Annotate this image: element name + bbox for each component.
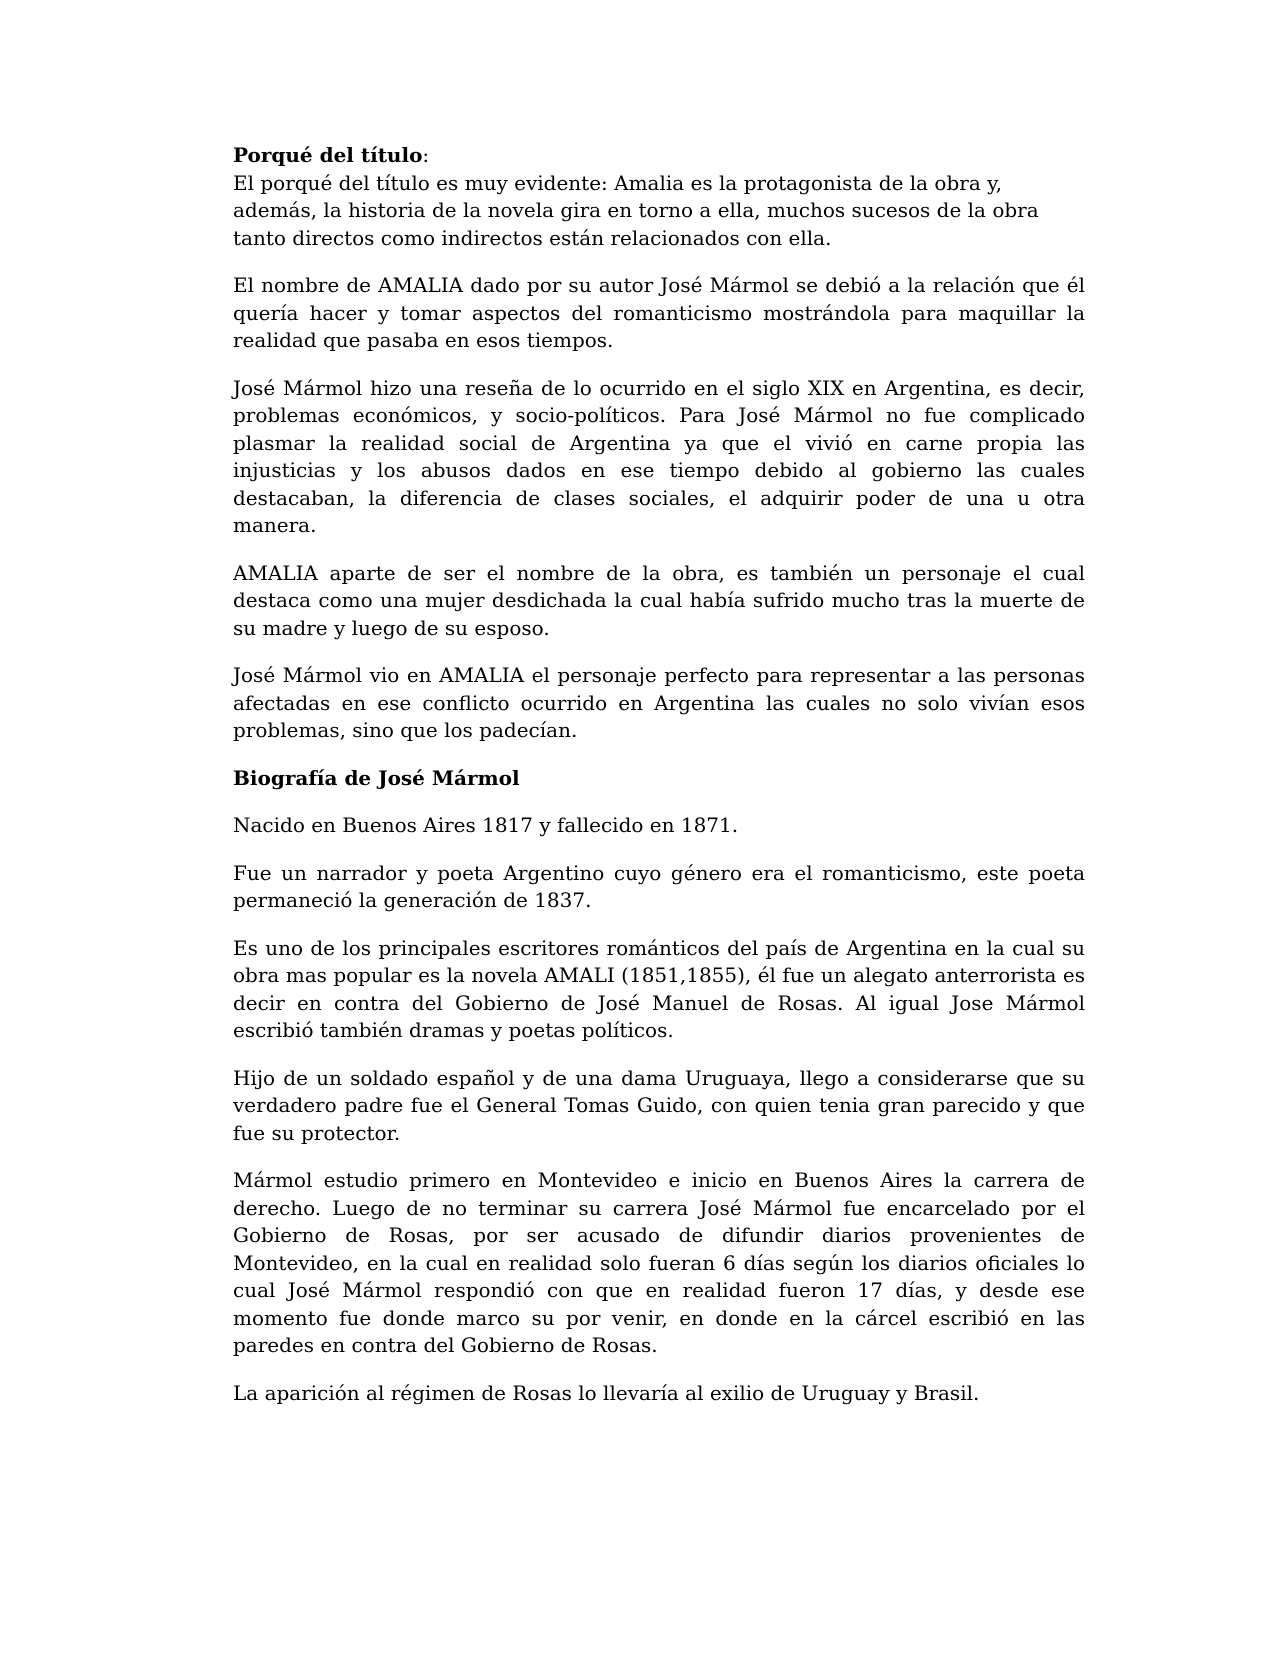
section-title-porque bbox=[233, 142, 1085, 170]
document-page bbox=[233, 142, 1085, 1427]
paragraph: Es uno de los principales escritores románticos del país de Argentina en la cual su obra mas popular es la novela AMALI (1851,1855), él fue un alegato anterrorista es decir en contra del Gobierno de José Manuel de Rosas. Al igual Jose Mármol escribió también dramas y poetas políticos. bbox=[233, 935, 1085, 1042]
section-title-text: Porqué del título bbox=[233, 143, 423, 167]
paragraph: Hijo de un soldado español y de una dama Uruguaya, llego a considerarse que su verdadero padre fue el General Tomas Guido, con quien tenia gran parecido y que fue su protector. bbox=[233, 1065, 1085, 1145]
paragraph: El porqué del título es muy evidente: Amalia es la protagonista de la obra y, además, la historia de la novela gira en torno a ella, muchos sucesos de la obra tanto directos como indirectos están relacionados con ella. bbox=[233, 170, 1039, 250]
paragraph: José Mármol vio en AMALIA el personaje perfecto para representar a las personas afectadas en ese conflicto ocurrido en Argentina las cuales no solo vivían esos problemas, sino que los padecían. bbox=[233, 663, 1085, 742]
paragraph: El nombre de AMALIA dado por su autor José Mármol se debió a la relación que él quería hacer y tomar aspectos del romanticismo mostrándola para maquillar la realidad que pasaba en esos tiempos. bbox=[233, 273, 1085, 352]
paragraph: AMALIA aparte de ser el nombre de la obra, es también un personaje el cual destaca como una mujer desdichada la cual había sufrido mucho tras la muerte de su madre y luego de su esposo. bbox=[233, 560, 1085, 640]
paragraph: Nacido en Buenos Aires 1817 y fallecido en 1871. bbox=[233, 813, 739, 837]
section-title-biografia: Biografía de José Mármol bbox=[233, 765, 520, 790]
paragraph: Fue un narrador y poeta Argentino cuyo género era el romanticismo, este poeta permaneció la generación de 1837. bbox=[233, 860, 1085, 912]
paragraph: La aparición al régimen de Rosas lo llevaría al exilio de Uruguay y Brasil. bbox=[233, 1380, 980, 1405]
paragraph: Mármol estudio primero en Montevideo e inicio en Buenos Aires la carrera de derecho. Luego de no terminar su carrera José Mármol fue encarcelado por el Gobierno de Rosas, por ser acusado de difundir diarios provenientes de Montevideo, en la cual en realidad solo fueran 6 días según los diarios oficiales lo cual José Mármol respondió con que en realidad fueron 17 días, y desde ese momento fue donde marco su por venir, en donde en la cárcel escribió en las paredes en contra del Gobierno de Rosas. bbox=[233, 1168, 1085, 1357]
paragraph: José Mármol hizo una reseña de lo ocurrido en el siglo XIX en Argentina, es decir, problemas económicos, y socio-políticos. Para José Mármol no fue complicado plasmar la realidad social de Argentina ya que el vivió en carne propia las injusticias y los abusos dados en ese tiempo debido al gobierno las cuales destacaban, la diferencia de clases sociales, el adquirir poder de una u otra manera. bbox=[233, 375, 1085, 537]
section-title-colon: : bbox=[422, 143, 430, 167]
